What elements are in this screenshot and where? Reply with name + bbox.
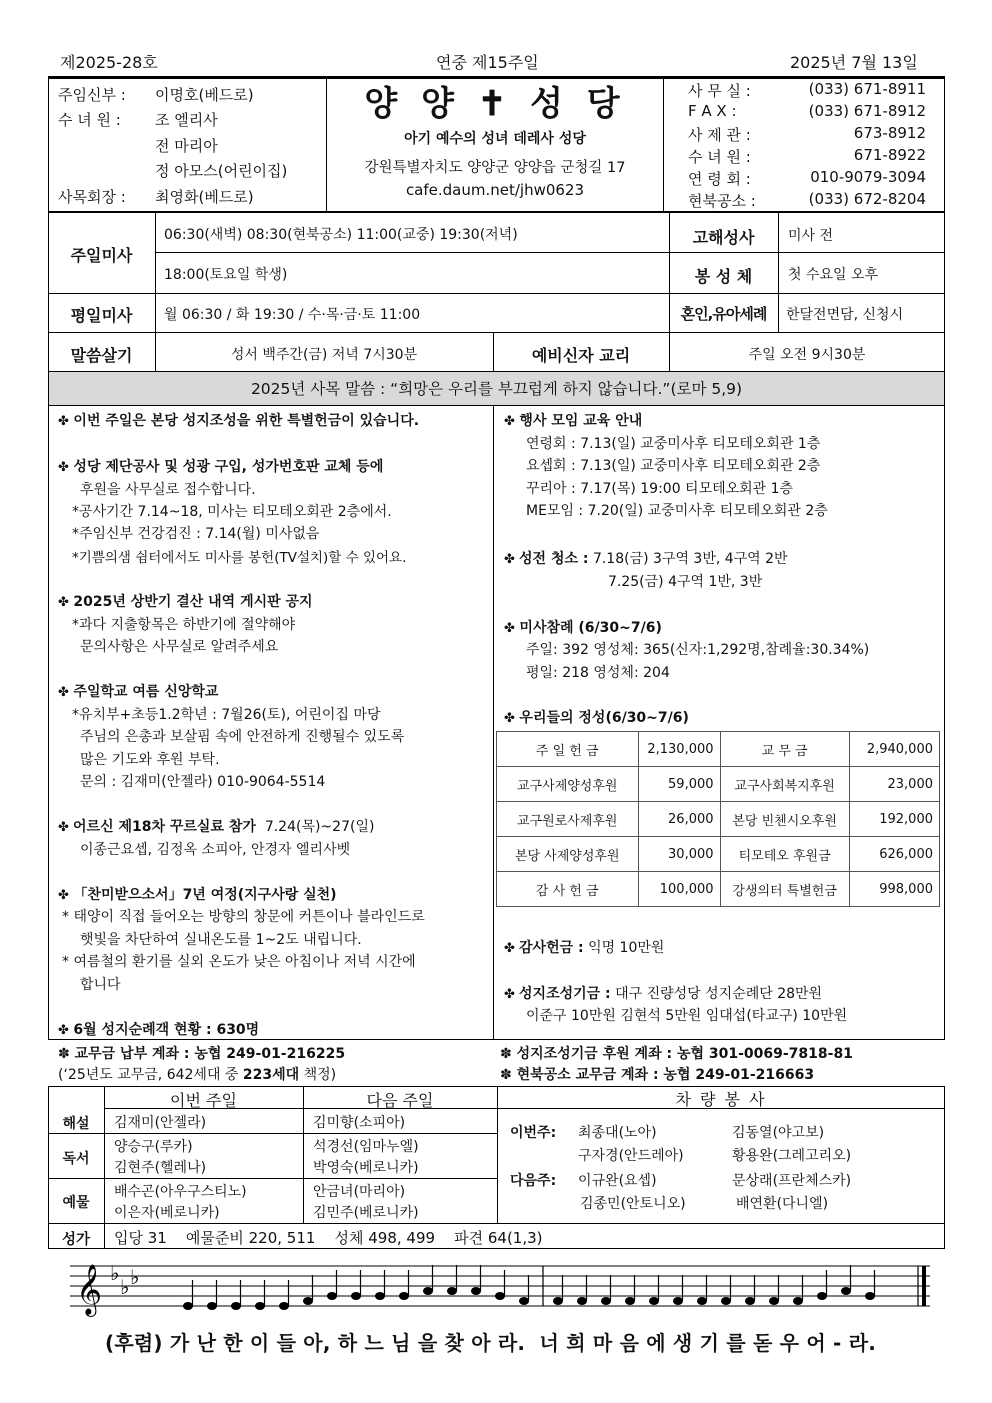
role-reader: 독서 [62,1151,90,1167]
notice-cleaning [504,548,788,568]
parish-website[interactable]: cafe.daum.net/jhw0623 [405,181,585,199]
offering-row [497,872,940,907]
staff-name: 이명호(베드로) [155,86,254,104]
thanksgiving-value: 익명 10만원 [588,940,665,956]
divider [669,252,945,253]
note-head [375,1292,385,1300]
contact-value: (033) 671-8911 [808,80,926,98]
notice-altar-works: ✤ 성당 제단공사 및 성광 구입, 성가번호판 교체 등에 [58,456,383,476]
shrine-fund-line: 이준구 10만원 김현석 5만원 임대섭(타교구) 10만원 [526,1008,848,1024]
issue-number: 제2025-28호 [60,53,158,72]
thanksgiving-title: 감사헌금 : [519,940,584,956]
notice-cursillo-title: 어르신 제18차 꾸르실료 참가 [73,819,256,835]
notice-line: *공사기간 7.14~18, 미사는 티모테오회관 2층에서. [72,504,392,520]
duty-name: 안금녀(마리아) [313,1184,406,1200]
treble-clef-icon: 𝄞 [76,1264,103,1315]
offerings-table [496,731,940,907]
vehicle-name: 황용완(그레고리오) [732,1148,852,1164]
note-head [303,1297,313,1305]
next-week-header: 다음 주일 [366,1091,434,1110]
refrain-lyrics: (후렴) 가 난 한 이 들 아, 하 느 님 을 찾 아 라. 너 희 마 음 에 생 기 를 돋 우 어 - 라. [105,1331,877,1355]
contact-label: 연 령 회 : [688,170,751,188]
offering-label: 티모테오 후원금 [720,837,849,872]
divider [663,78,664,212]
note-head [399,1292,409,1300]
divider [48,332,945,333]
divider [48,1133,497,1134]
staff-row [58,160,287,181]
contact-label: 사 제 관 : [688,126,751,144]
communion-value: 첫 수요일 오후 [788,267,879,283]
note-head [207,1302,217,1310]
duty-name: 김민주(베로니카) [313,1205,419,1221]
notes-group [183,1265,875,1310]
contact-label: 수 녀 원 : [688,148,751,166]
shrine-fund-line: 대구 진량성당 성지순례단 28만원 [615,986,823,1002]
contact-label: 현북공소 : [688,192,756,210]
notice-line: *기쁨의샘 쉼터에서도 미사를 봉헌(TV설치)할 수 있어요. [72,550,407,566]
vehicle-this-label: 이번주: [510,1125,557,1141]
staff-name: 최영화(베드로) [155,188,254,206]
hymn-numbers: 입당 31 예물준비 220, 511 성체 498, 499 파견 64(1,3) [114,1229,543,1247]
note-head [471,1287,481,1295]
note-head [649,1297,659,1305]
offering-label: 본당 사제양성후원 [497,837,639,872]
contact-value: 671-8922 [853,146,926,164]
note-head [279,1302,289,1310]
sunday-mass-times: 06:30(새벽) 08:30(현북공소) 11:00(교중) 19:30(저녁) [164,227,518,243]
weekday-mass-times: 월 06:30 / 화 19:30 / 수·목·금·토 11:00 [164,307,421,323]
staff-role: 수 녀 원 : [58,111,121,129]
role-commentator: 해설 [62,1116,90,1132]
tithe-households: 223세대 [242,1067,300,1083]
event-line: 꾸리아 : 7.17(목) 19:00 티모테오회관 1층 [526,481,794,497]
parish-address: 강원특별자치도 양양군 양양읍 군청길 17 [364,160,626,176]
vehicle-header: 차 량 봉 사 [675,1090,767,1109]
offering-amount: 26,000 [638,802,720,837]
pastoral-motto: 2025년 사목 말씀 : “희망은 우리를 부끄럽게 하지 않습니다.”(로마 5,9) [48,372,945,406]
offering-label: 감 사 헌 금 [497,872,639,907]
notice-line: * 태양이 직접 들어오는 방향의 창문에 커튼이나 블라인드로 [62,909,425,925]
staff-role: 주임신부 : [58,86,126,104]
offering-label: 교 무 금 [720,732,849,767]
contact-value: 010-9079-3094 [810,168,926,186]
contact-label: F A X : [688,102,737,120]
marriage-baptism-label: 혼인,유아세례 [680,305,767,323]
note-head [553,1297,563,1305]
bible-study-value: 성서 백주간(금) 저녁 7시30분 [230,347,418,363]
marriage-baptism-value: 한달전면담, 신청시 [786,307,904,323]
event-line: 요셉회 : 7.13(일) 교중미사후 티모테오회관 2층 [526,458,821,474]
contact-row [688,190,938,211]
sunday-mass-label: 주일미사 [70,246,133,265]
note-head [697,1297,707,1305]
contact-row [688,124,938,145]
catechumen-value: 주일 오전 9시30분 [748,347,866,363]
duty-name: 양승구(루카) [114,1139,193,1155]
vehicle-name: 구자경(안드레아) [578,1148,684,1164]
cleaning-title: 성전 청소 : [519,551,589,567]
tithe-note-text: 책정) [299,1067,337,1083]
note-head [721,1297,731,1305]
divider [155,212,156,332]
notice-line: 문의 : 김재미(안젤라) 010-9064-5514 [80,774,326,790]
divider [48,1223,945,1224]
notice-line: 이종근요셉, 김정옥 소피아, 안경자 엘리사벳 [80,842,351,858]
contact-row [688,168,938,189]
cleaning-line: 7.25(금) 4구역 1반, 3반 [608,574,763,590]
attendance-line: 주일: 392 영성체: 365(신자:1,292명,참례율:30.34%) [526,642,870,658]
note-head [745,1297,755,1305]
parish-title-block [327,84,663,199]
offering-label: 교구사회복지후원 [720,767,849,802]
note-head [577,1297,587,1305]
offering-amount: 998,000 [849,872,939,907]
vehicle-name: 배연환(다니엘) [736,1196,829,1212]
offering-label: 강생의터 특별헌금 [720,872,849,907]
contact-value: (033) 671-8912 [808,102,926,120]
contact-row [688,102,938,120]
duty-name: 김미향(소피아) [313,1115,406,1131]
event-line: 연령회 : 7.13(일) 교중미사후 티모테오회관 1층 [526,436,821,452]
notice-summer-school: ✤ 주일학교 여름 신앙학교 [58,681,218,701]
notice-line: 합니다 [80,977,121,993]
note-head [231,1302,241,1310]
parish-subtitle: 아기 예수의 성녀 데레사 성당 [404,131,586,147]
note-head [447,1287,457,1295]
notice-line: 주님의 은총과 보살핌 속에 안전하게 진행될수 있도록 [80,729,405,745]
duty-name: 석경선(임마누엘) [313,1139,419,1155]
divider [48,1178,497,1179]
saturday-mass-times: 18:00(토요일 학생) [164,267,288,283]
note-head [255,1302,265,1310]
parish-name: 양 양 ✝ 성 당 [364,84,626,124]
note-head [351,1292,361,1300]
column-divider [493,406,494,1040]
offering-amount: 192,000 [849,802,939,837]
note-head [519,1297,529,1305]
notice-line: *과다 지출항목은 하반기에 절약해야 [72,617,296,633]
offering-amount: 30,000 [638,837,720,872]
offering-label: 본당 빈첸시오후원 [720,802,849,837]
divider [155,252,669,253]
offering-row [497,802,940,837]
notice-cursillo [58,816,374,836]
note-head [423,1287,433,1295]
staff-role: 사목회장 : [58,188,126,206]
event-line: ME모임 : 7.20(일) 교중미사후 티모테오회관 2층 [526,503,828,519]
notice-shrine-fund [504,983,822,1003]
contact-row [688,80,938,101]
contact-value: 673-8912 [853,124,926,142]
notice-line: * 여름철의 환기를 실외 온도가 낮은 아침이나 저녁 시간에 [62,954,416,970]
tithe-account: ✽ 교무금 납부 계좌 : 농협 249-01-216225 [58,1046,346,1062]
duty-name: 김현주(헬레나) [114,1160,207,1176]
music-staff [70,1262,936,1324]
offering-amount: 2,940,000 [849,732,939,767]
vehicle-name: 문상래(프란체스카) [732,1173,852,1189]
offering-label: 주 일 헌 금 [497,732,639,767]
role-offering: 예물 [62,1195,90,1211]
notice-line: 햇빛을 차단하여 실내온도를 1~2도 내립니다. [80,932,362,948]
this-week-header: 이번 주일 [170,1091,237,1110]
duty-name: 배수곤(아우구스티노) [114,1184,247,1200]
offering-amount: 59,000 [638,767,720,802]
contact-row [688,146,938,167]
liturgical-sunday: 연중 제15주일 [436,53,539,72]
staff-row [58,186,254,207]
issue-date: 2025년 7월 13일 [790,53,918,72]
divider [778,212,779,332]
flat-icon: ♭ [120,1275,130,1299]
note-head [769,1297,779,1305]
note-head [625,1297,635,1305]
duty-name: 김재미(안젤라) [114,1115,207,1131]
notice-line: 많은 기도와 후원 부탁. [80,752,220,768]
tithe-note [58,1064,336,1084]
notice-attendance: ✤ 미사참례 (6/30~7/6) [504,617,662,637]
confession-value: 미사 전 [788,228,834,244]
staff-row [58,84,254,105]
notice-laudato-si: ✤ 「찬미받으소서」7년 여정(지구사랑 실천) [58,884,337,904]
offering-row [497,732,940,767]
staff-row [58,135,218,156]
notice-line: 문의사항은 사무실로 알려주세요 [80,639,279,655]
offering-amount: 626,000 [849,837,939,872]
notice-line: *주임신부 건강검진 : 7.14(월) 미사없음 [72,526,320,542]
hymn-label: 성가 [61,1232,90,1248]
hyeonbuk-account: ✽ 현북공소 교무금 계좌 : 농협 249-01-216663 [500,1067,815,1083]
duty-name: 이은자(베로니카) [114,1205,220,1221]
staff-name: 정 아모스(어린이집) [155,162,288,180]
notice-settlement: ✤ 2025년 상반기 결산 내역 게시판 공지 [58,591,313,611]
offering-amount: 2,130,000 [638,732,720,767]
note-head [865,1292,875,1300]
vehicle-next-label: 다음주: [510,1173,557,1189]
divider [48,293,945,294]
note-head [327,1292,337,1300]
attendance-line: 평일: 218 영성체: 204 [526,665,670,681]
staff-row [58,109,218,130]
note-head [183,1302,193,1310]
duty-name: 박영숙(베로니카) [313,1160,419,1176]
note-head [793,1297,803,1305]
contact-value: (033) 672-8204 [808,190,926,208]
contact-label: 사 무 실 : [688,82,751,100]
notice-special-collection: ✤ 이번 주일은 본당 성지조성을 위한 특별헌금이 있습니다. [58,410,419,430]
tithe-note-text: (‘25년도 교무금, 642세대 중 [58,1067,243,1083]
catechumen-label: 예비신자 교리 [531,346,631,365]
flat-icon: ♭ [130,1265,140,1289]
weekday-mass-label: 평일미사 [70,306,133,325]
note-head [495,1292,505,1300]
vehicle-name: 김종민(안토니오) [580,1196,686,1212]
offering-label: 교구원로사제후원 [497,802,639,837]
notice-events: ✤ 행사 모임 교육 안내 [504,410,642,430]
notice-cursillo-date: 7.24(목)~27(일) [264,819,375,835]
note-head [673,1297,683,1305]
bible-study-label: 말씀살기 [70,346,133,365]
offering-amount: 23,000 [849,767,939,802]
vehicle-name: 최종대(노아) [578,1125,657,1141]
staff-name: 조 엘리사 [155,111,218,129]
shrine-fund-title: 성지조성기금 : [519,986,611,1002]
notice-line: 후원을 사무실로 접수합니다. [80,482,256,498]
notice-pilgrims: ✤ 6월 성지순례객 현황 : 630명 [58,1019,259,1039]
staff-name: 전 마리아 [155,137,218,155]
vehicle-name: 김동열(야고보) [732,1125,825,1141]
note-head [817,1292,827,1300]
confession-label: 고해성사 [692,228,755,247]
vehicle-name: 이규완(요셉) [578,1173,657,1189]
shrine-account: ✽ 성지조성기금 후원 계좌 : 농협 301-0069-7818-81 [500,1046,853,1062]
communion-label: 봉 성 체 [694,267,753,286]
flat-icon: ♭ [110,1262,120,1285]
notice-line: *유치부+초등1.2학년 : 7월26(토), 어린이집 마당 [72,707,381,723]
offering-row [497,767,940,802]
offering-amount: 100,000 [638,872,720,907]
note-head [601,1297,611,1305]
note-head [841,1287,851,1295]
notice-thanksgiving [504,937,664,957]
offering-label: 교구사제양성후원 [497,767,639,802]
cleaning-line: 7.18(금) 3구역 3반, 4구역 2반 [592,551,788,567]
notice-offerings: ✤ 우리들의 정성(6/30~7/6) [504,707,689,727]
offering-row [497,837,940,872]
